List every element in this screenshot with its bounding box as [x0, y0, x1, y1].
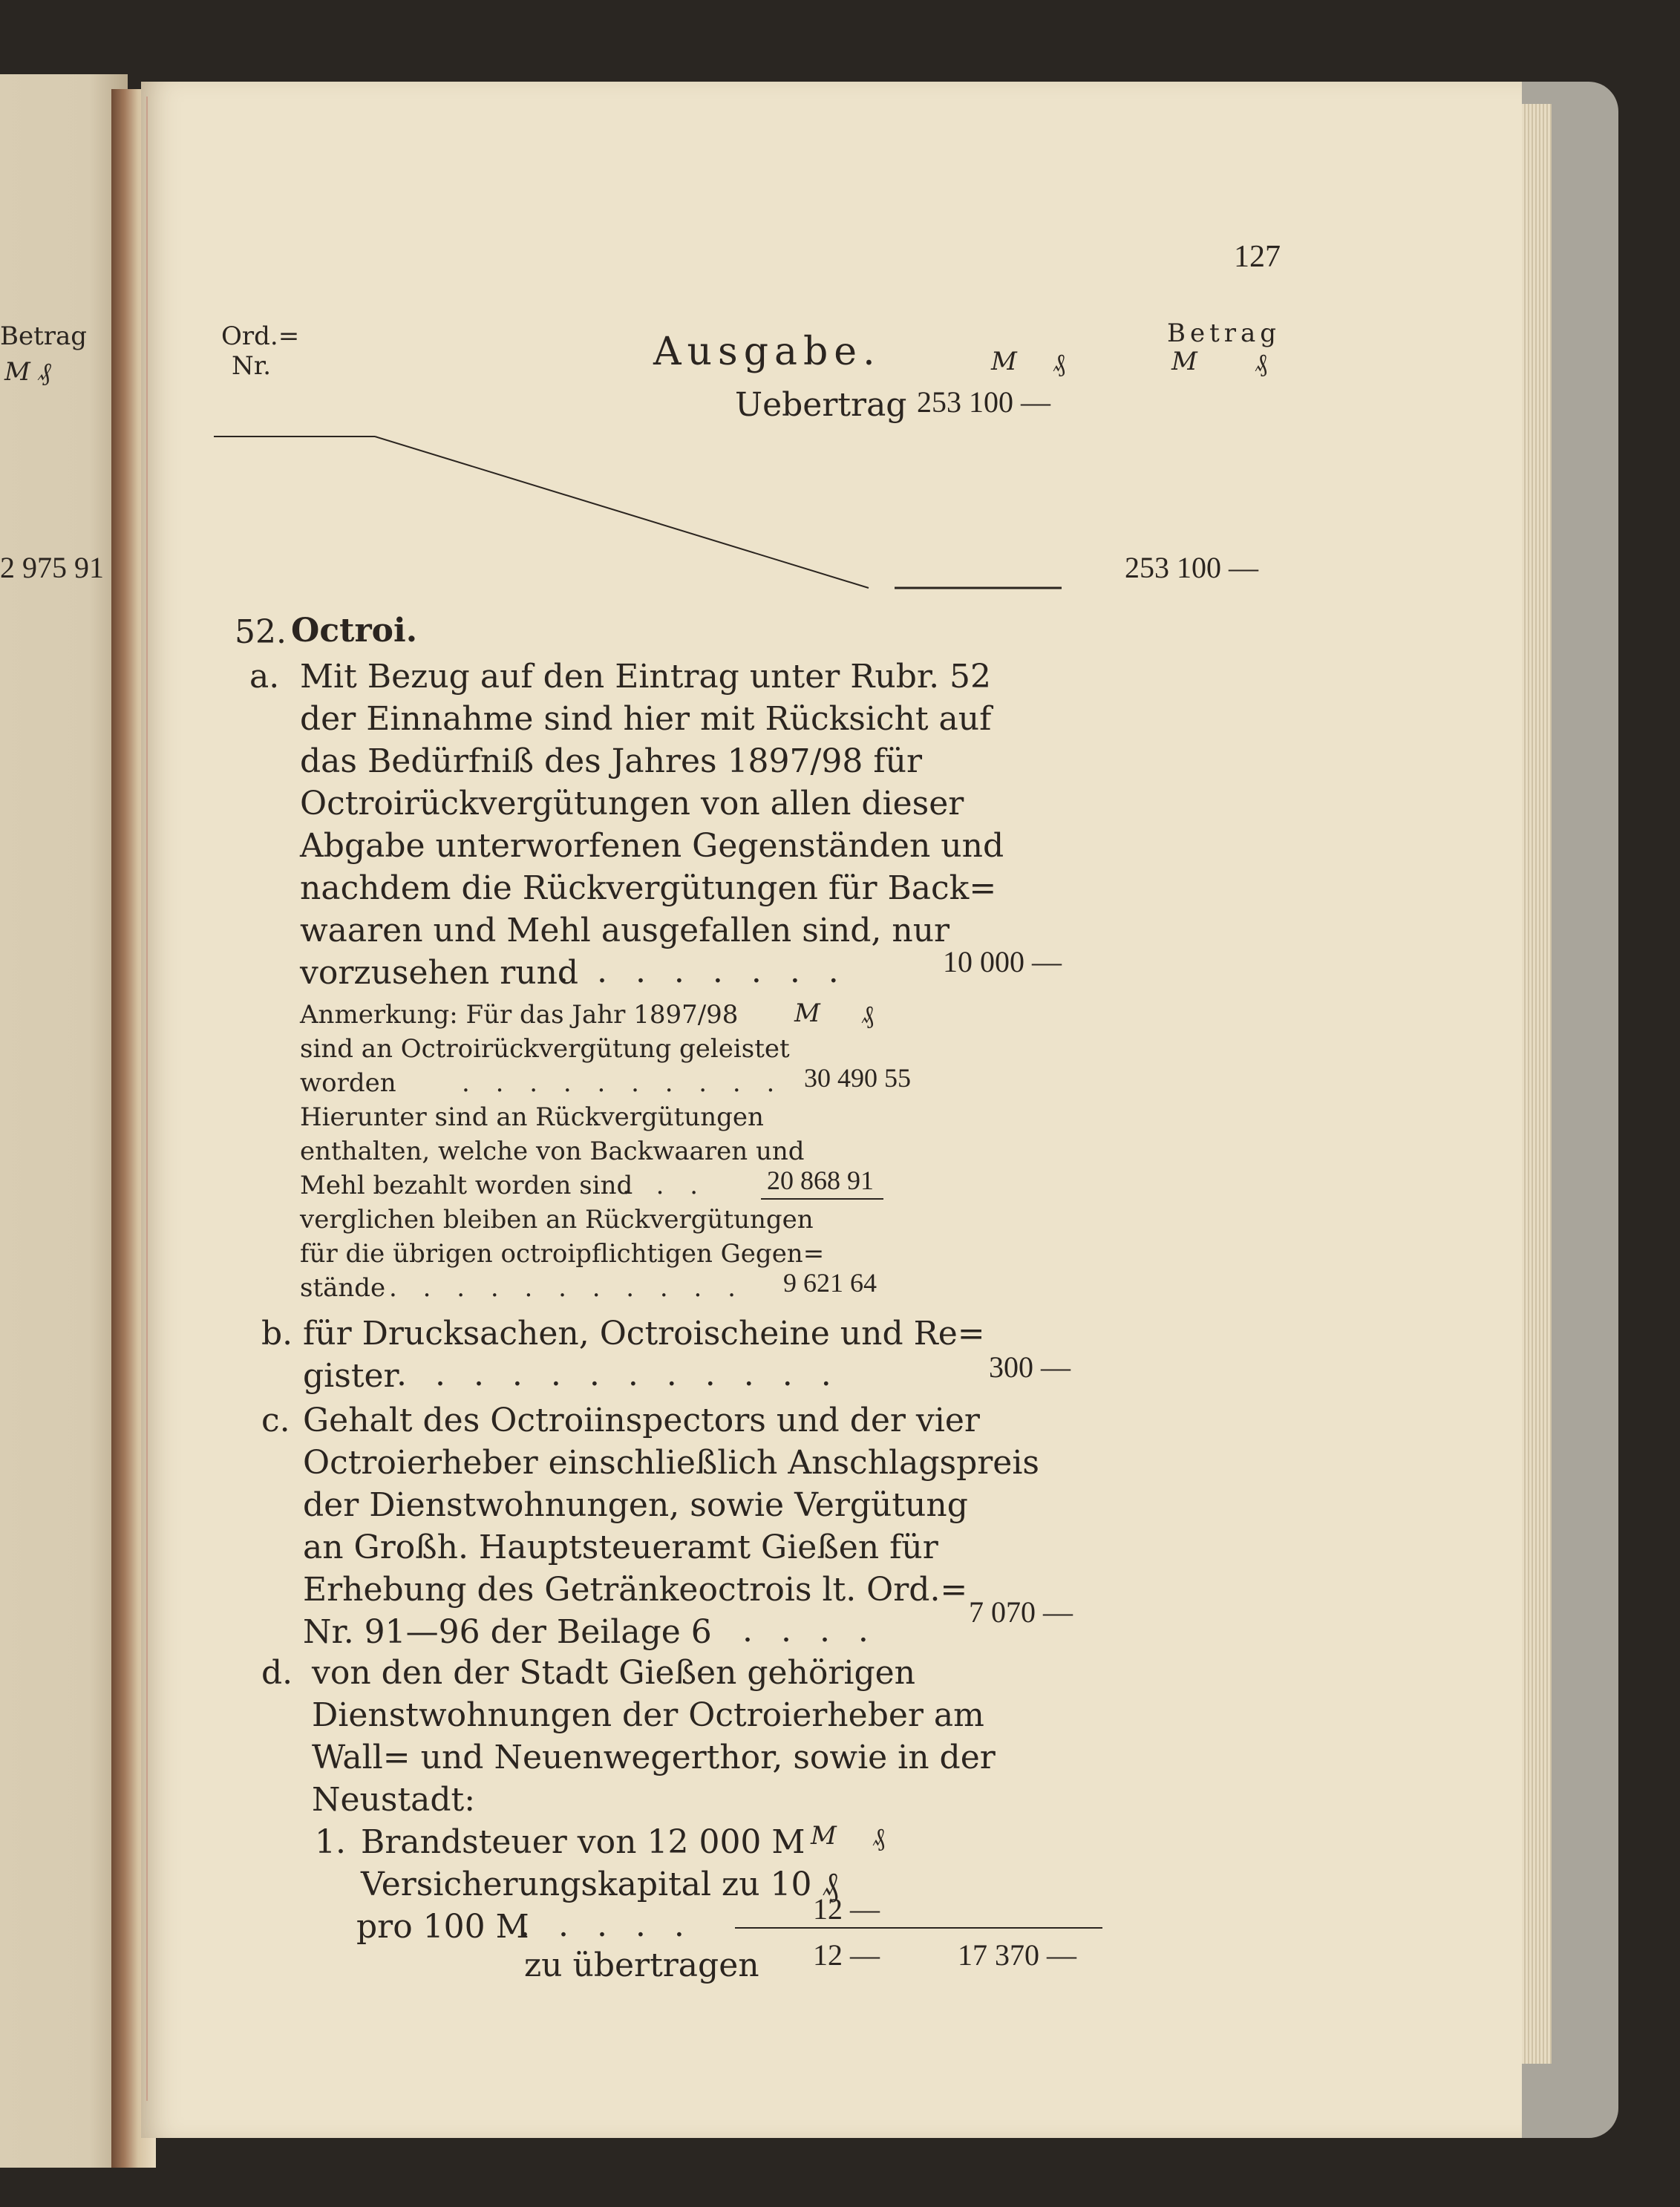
- item-c-line-2: Octroierheber einschließlich Anschlagspreis: [303, 1444, 1039, 1482]
- page-title: Ausgabe.: [653, 330, 881, 374]
- note-line-1: Anmerkung: Für das Jahr 1897/98: [300, 1000, 739, 1030]
- section-number: 52.: [235, 613, 287, 651]
- item-c-line-6: Nr. 91—96 der Beilage 6: [303, 1613, 712, 1651]
- note-line-4: Hierunter sind an Rückvergütungen: [300, 1102, 764, 1132]
- note-line-6: Mehl bezahlt worden sind: [300, 1171, 633, 1200]
- note-pf: ₰: [861, 1000, 874, 1030]
- item-c-line-4: an Großh. Hauptsteueramt Gießen für: [303, 1528, 938, 1566]
- sub-sum-line: [735, 1927, 1102, 1929]
- item-a-line-5: Abgabe unterworfenen Gegenständen und: [300, 827, 1004, 865]
- item-c-amount: 7 070 —: [969, 1595, 1073, 1629]
- left-amount: 2 975 91: [0, 551, 104, 584]
- mark-header-2: M: [1171, 347, 1197, 376]
- sub-1-marker: 1.: [315, 1823, 346, 1861]
- uebertrag-label: Uebertrag: [735, 386, 907, 424]
- item-c-line-3: der Dienstwohnungen, sowie Vergütung: [303, 1486, 968, 1524]
- item-a-dots: . . . . . . . .: [558, 952, 848, 990]
- item-a-line-6: nachdem die Rückvergütungen für Back=: [300, 869, 997, 907]
- sub-1-dots: . . . . .: [520, 1906, 693, 1944]
- item-a-line-2: der Einnahme sind hier mit Rücksicht auf: [300, 700, 992, 738]
- item-a-line-4: Octroirückvergütungen von allen dieser: [300, 785, 964, 823]
- item-d-line-1: von den der Stadt Gießen gehörigen: [312, 1654, 916, 1692]
- note-dots-2: . . .: [622, 1171, 707, 1200]
- item-a-line-7: waaren und Mehl ausgefallen sind, nur: [300, 912, 950, 949]
- note-line-9: stände: [300, 1273, 386, 1303]
- left-mark-pf: M ₰: [4, 357, 51, 387]
- carry-forward-amount-1: 12 —: [813, 1938, 880, 1972]
- pf-header-2: ₰: [1255, 348, 1267, 378]
- item-d-marker: d.: [261, 1654, 293, 1692]
- uebertrag-amount: 253 100 —: [917, 385, 1050, 419]
- note-mark: M: [794, 998, 820, 1028]
- item-b-marker: b.: [261, 1315, 293, 1353]
- item-a-line-3: das Bedürfniß des Jahres 1897/98 für: [300, 742, 922, 780]
- note-line-7: verglichen bleiben an Rückvergütungen: [300, 1205, 814, 1235]
- note-sum-line: [761, 1198, 883, 1200]
- item-b-line-2: gister: [303, 1357, 399, 1395]
- left-betrag: Betrag: [0, 321, 88, 351]
- note-dots-3: . . . . . . . . . . .: [389, 1273, 745, 1303]
- item-c-marker: c.: [261, 1402, 290, 1439]
- sub-1-amount: 12 —: [813, 1892, 880, 1926]
- mark-header: M: [991, 347, 1017, 376]
- carry-forward-label: zu übertragen: [524, 1946, 759, 1984]
- note-amount-2: 20 868 91: [767, 1165, 874, 1195]
- note-line-8: für die übrigen octroipflichtigen Gegen=: [300, 1239, 825, 1269]
- item-c-line-1: Gehalt des Octroiinspectors und der vier: [303, 1402, 980, 1439]
- sub-1-line-1: Brandsteuer von 12 000 M: [361, 1823, 805, 1861]
- item-d-line-4: Neustadt:: [312, 1781, 476, 1819]
- note-line-5: enthalten, welche von Backwaaren und: [300, 1137, 805, 1166]
- page-number: 127: [1234, 240, 1281, 274]
- item-a-line-8: vorzusehen rund: [300, 954, 579, 992]
- item-a-marker: a.: [249, 658, 280, 696]
- uebertrag-total: 253 100 —: [1125, 551, 1258, 584]
- item-b-line-1: für Drucksachen, Octroischeine und Re=: [303, 1315, 985, 1353]
- carry-forward-amount-2: 17 370 —: [958, 1938, 1076, 1972]
- note-line-3: worden: [300, 1068, 396, 1098]
- sub-1-line-3: pro 100 M: [356, 1908, 529, 1946]
- nr-label: Nr.: [232, 351, 272, 381]
- item-b-dots: . . . . . . . . . . . .: [396, 1356, 840, 1393]
- note-amount-3: 9 621 64: [783, 1268, 877, 1298]
- note-line-2: sind an Octroirückvergütung geleistet: [300, 1034, 790, 1064]
- sub-1-line-2: Versicherungskapital zu 10 ₰: [361, 1866, 839, 1903]
- note-amount-1: 30 490 55: [804, 1063, 911, 1093]
- sub-pf: ₰: [872, 1822, 885, 1852]
- item-d-line-2: Dienstwohnungen der Octroierheber am: [312, 1696, 984, 1734]
- note-dots-1: . . . . . . . . . .: [462, 1068, 784, 1098]
- pf-header: ₰: [1053, 348, 1065, 378]
- section-title: Octroi.: [291, 612, 418, 650]
- item-a-line-1: Mit Bezug auf den Eintrag unter Rubr. 52: [300, 658, 992, 696]
- item-a-amount: 10 000 —: [943, 945, 1062, 978]
- item-c-line-5: Erhebung des Getränkeoctrois lt. Ord.=: [303, 1571, 968, 1609]
- ord-label: Ord.=: [221, 321, 300, 351]
- sub-mark: M: [811, 1821, 837, 1851]
- item-b-amount: 300 —: [989, 1350, 1071, 1384]
- item-c-dots: . . . .: [742, 1612, 877, 1649]
- betrag-header: Betrag: [1167, 318, 1281, 348]
- item-d-line-3: Wall= und Neuenwegerthor, sowie in der: [312, 1739, 996, 1776]
